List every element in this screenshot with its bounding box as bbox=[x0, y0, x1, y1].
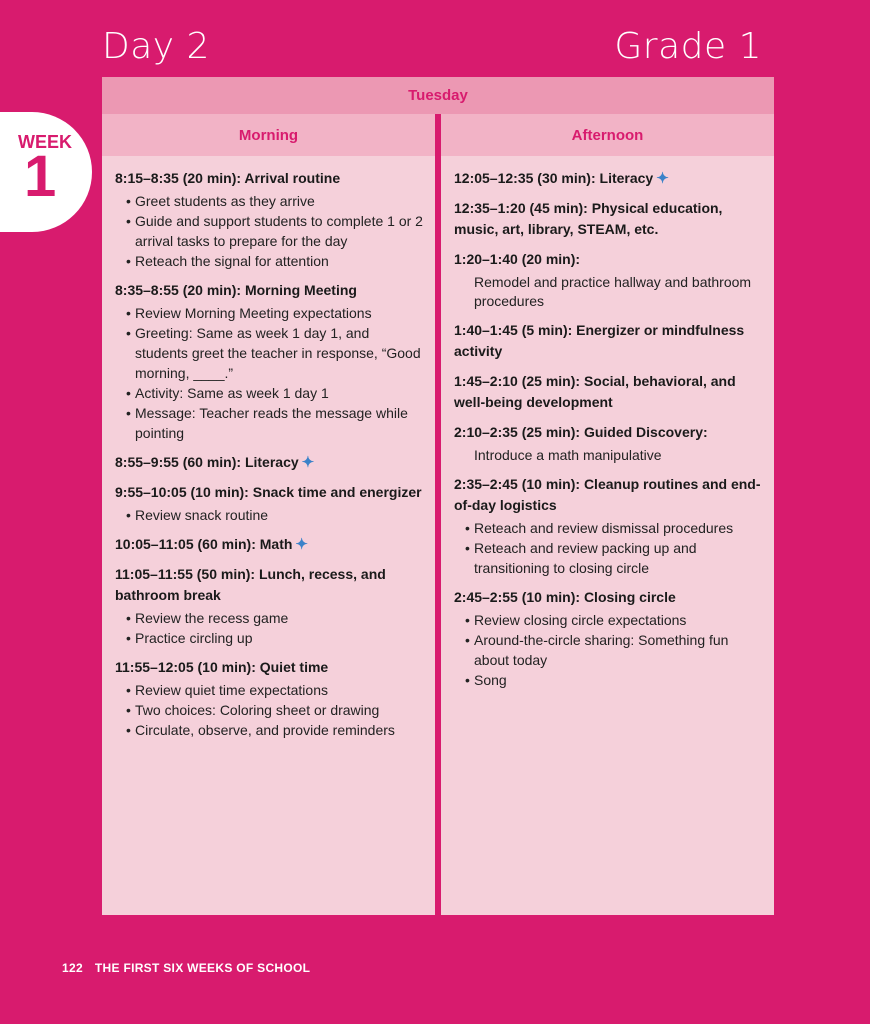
list-item: • Review closing circle expectations bbox=[454, 610, 762, 630]
block-heading: 11:05–11:55 (50 min): Lunch, recess, and bathroom break bbox=[115, 566, 386, 603]
schedule-block bbox=[454, 422, 762, 465]
afternoon-body bbox=[441, 156, 774, 690]
list-item: • Greeting: Same as week 1 day 1, and students greet the teacher in response, “Good morning, ____.” bbox=[115, 323, 423, 383]
page-footer bbox=[62, 961, 310, 975]
schedule-block bbox=[454, 587, 762, 690]
list-item: • Activity: Same as week 1 day 1 bbox=[115, 383, 423, 403]
list-item: • Song bbox=[454, 670, 762, 690]
block-heading: 2:45–2:55 (10 min): Closing circle bbox=[454, 589, 676, 605]
bullet-list bbox=[115, 608, 423, 648]
afternoon-header: Afternoon bbox=[441, 114, 774, 156]
sparkle-icon: ✦ bbox=[656, 170, 669, 187]
schedule-block bbox=[454, 474, 762, 578]
list-item: • Practice circling up bbox=[115, 628, 423, 648]
morning-column bbox=[102, 114, 435, 915]
list-item: • Review quiet time expectations bbox=[115, 680, 423, 700]
block-heading: 8:35–8:55 (20 min): Morning Meeting bbox=[115, 282, 357, 298]
schedule-block bbox=[115, 482, 423, 525]
schedule-block bbox=[115, 452, 423, 473]
list-item: • Guide and support students to complete 1 or 2 arrival tasks to prepare for the day bbox=[115, 211, 423, 251]
week-label: WEEK bbox=[18, 132, 72, 152]
bullet-list bbox=[454, 610, 762, 690]
block-heading: 12:35–1:20 (45 min): Physical education, music, art, library, STEAM, etc. bbox=[454, 200, 723, 237]
schedule-block bbox=[115, 564, 423, 648]
list-item: • Reteach and review dismissal procedures bbox=[454, 518, 762, 538]
block-heading: 1:20–1:40 (20 min): bbox=[454, 251, 581, 267]
block-heading: 12:05–12:35 (30 min): Literacy ✦ bbox=[454, 170, 669, 187]
schedule-block bbox=[454, 320, 762, 362]
bullet-list bbox=[115, 680, 423, 740]
list-item: • Review the recess game bbox=[115, 608, 423, 628]
book-title: THE FIRST SIX WEEKS OF SCHOOL bbox=[94, 961, 311, 975]
schedule-block bbox=[454, 249, 762, 311]
day-header: Tuesday bbox=[102, 77, 774, 114]
grade-title: Grade 1 bbox=[614, 26, 762, 67]
page-number: 122 bbox=[62, 961, 83, 975]
block-heading: 8:15–8:35 (20 min): Arrival routine bbox=[115, 170, 341, 186]
bullet-list bbox=[454, 518, 762, 578]
week-tab bbox=[0, 112, 92, 232]
block-heading: 1:45–2:10 (25 min): Social, behavioral, and well-being development bbox=[454, 373, 736, 410]
bullet-list bbox=[115, 191, 423, 271]
week-number: 1 bbox=[24, 144, 57, 209]
schedule-block bbox=[454, 168, 762, 189]
schedule-block bbox=[454, 198, 762, 240]
sparkle-icon: ✦ bbox=[295, 536, 308, 553]
block-heading: 2:10–2:35 (25 min): Guided Discovery: bbox=[454, 424, 708, 440]
bullet-list bbox=[115, 505, 423, 525]
block-description: Introduce a math manipulative bbox=[474, 447, 662, 463]
list-item: • Message: Teacher reads the message while pointing bbox=[115, 403, 423, 443]
morning-header: Morning bbox=[102, 114, 435, 156]
schedule-block bbox=[115, 657, 423, 740]
block-heading: 10:05–11:05 (60 min): Math ✦ bbox=[115, 536, 308, 553]
block-heading: 1:40–1:45 (5 min): Energizer or mindfulness activity bbox=[454, 322, 745, 359]
afternoon-column bbox=[441, 114, 774, 915]
morning-body bbox=[102, 156, 435, 740]
list-item: • Review Morning Meeting expectations bbox=[115, 303, 423, 323]
block-heading: 8:55–9:55 (60 min): Literacy ✦ bbox=[115, 454, 315, 471]
block-description: Remodel and practice hallway and bathroom procedures bbox=[474, 274, 752, 309]
list-item: • Around-the-circle sharing: Something fun about today bbox=[454, 630, 762, 670]
list-item: • Review snack routine bbox=[115, 505, 423, 525]
schedule-block bbox=[115, 534, 423, 555]
list-item: • Greet students as they arrive bbox=[115, 191, 423, 211]
schedule-block bbox=[115, 280, 423, 443]
block-heading: 2:35–2:45 (10 min): Cleanup routines and end-of-day logistics bbox=[454, 476, 761, 513]
sparkle-icon: ✦ bbox=[301, 454, 315, 471]
schedule-block bbox=[454, 371, 762, 413]
block-heading: 11:55–12:05 (10 min): Quiet time bbox=[115, 659, 329, 675]
day-title: Day 2 bbox=[102, 26, 210, 67]
list-item: • Reteach the signal for attention bbox=[115, 251, 423, 271]
list-item: • Two choices: Coloring sheet or drawing bbox=[115, 700, 423, 720]
list-item: • Circulate, observe, and provide reminders bbox=[115, 720, 423, 740]
schedule-table bbox=[102, 77, 774, 915]
block-heading: 9:55–10:05 (10 min): Snack time and energizer bbox=[115, 484, 422, 500]
list-item: • Reteach and review packing up and transitioning to closing circle bbox=[454, 538, 762, 578]
bullet-list bbox=[115, 303, 423, 443]
schedule-block bbox=[115, 168, 423, 271]
